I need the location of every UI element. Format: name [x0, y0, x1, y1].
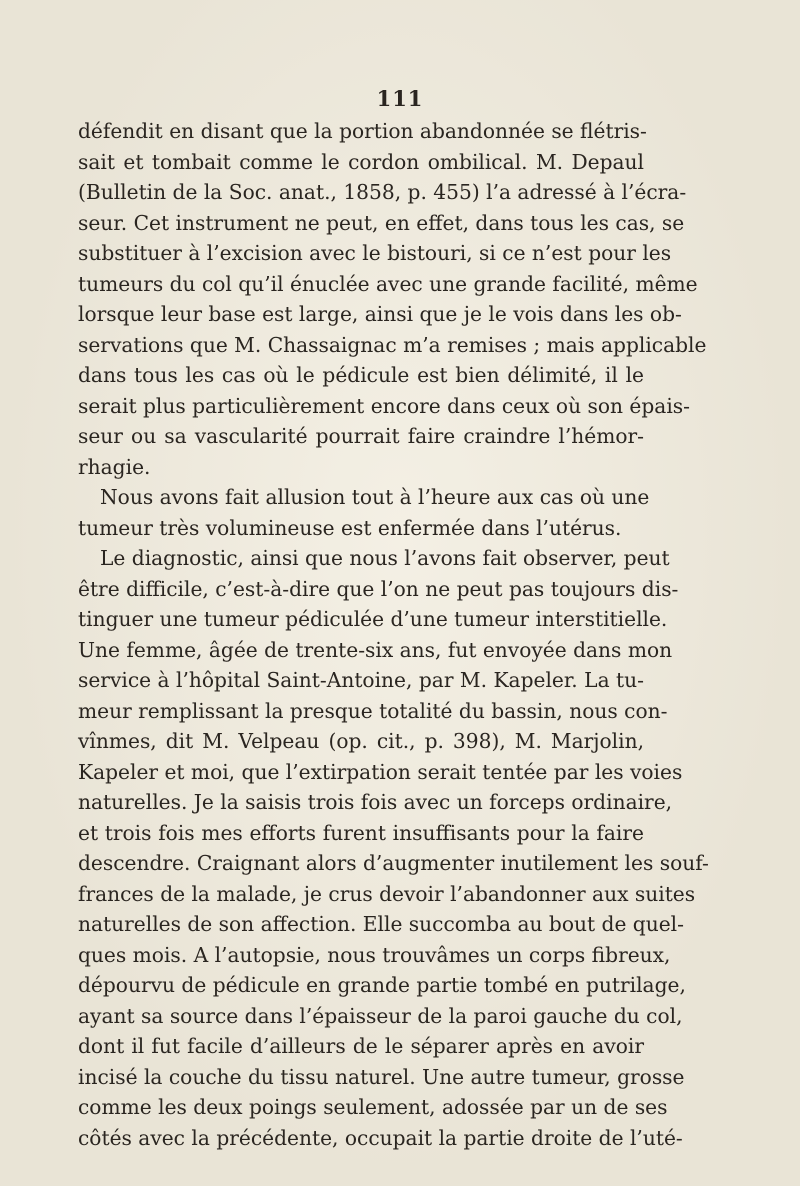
- text-line: tinguer une tumeur pédiculée d’une tumeur interstitielle.: [78, 607, 668, 631]
- text-line: seur. Cet instrument ne peut, en effet, dans tous les cas, se: [78, 210, 685, 235]
- text-line: côtés avec la précédente, occupait la partie droite de l’uté-: [78, 1125, 683, 1150]
- text-line: vînmes, dit M. Velpeau (op. cit., p. 398), M. Marjolin,: [78, 729, 644, 753]
- text-line: (Bulletin de la Soc. anat., 1858, p. 455) l’a adressé à l’écra-: [78, 180, 687, 204]
- text-line: rhagie.: [78, 454, 151, 479]
- text-line: ayant sa source dans l’épaisseur de la paroi gauche du col,: [78, 1003, 683, 1028]
- text-line: être difficile, c’est-à-dire que l’on ne peut pas toujours dis-: [78, 576, 679, 601]
- text-line: seur ou sa vascularité pourrait faire craindre l’hémor-: [78, 424, 644, 448]
- text-line: sait et tombait comme le cordon ombilical. M. Depaul: [78, 149, 644, 174]
- text-line: dépourvu de pédicule en grande partie tombé en putrilage,: [78, 973, 686, 997]
- text-line: et trois fois mes efforts furent insuffisants pour la faire: [78, 820, 644, 845]
- text-line: Le diagnostic, ainsi que nous l’avons fait observer, peut: [100, 546, 670, 570]
- text-line: descendre. Craignant alors d’augmenter inutilement les souf-: [78, 851, 709, 875]
- text-line: Kapeler et moi, que l’extirpation serait tentée par les voies: [78, 759, 683, 784]
- text-line: serait plus particulièrement encore dans ceux où son épais-: [78, 393, 690, 418]
- text-line: lorsque leur base est large, ainsi que je le vois dans les ob-: [78, 302, 682, 326]
- text-line: Nous avons fait allusion tout à l’heure aux cas où une: [100, 485, 650, 509]
- text-line: frances de la malade, je crus devoir l’abandonner aux suites: [78, 881, 696, 906]
- text-line: incisé la couche du tissu naturel. Une autre tumeur, grosse: [78, 1064, 685, 1089]
- text-line: substituer à l’excision avec le bistouri, si ce n’est pour les: [78, 241, 672, 265]
- text-line: tumeurs du col qu’il énuclée avec une grande facilité, même: [78, 271, 698, 296]
- text-line: Une femme, âgée de trente-six ans, fut envoyée dans mon: [78, 637, 673, 662]
- text-line: comme les deux poings seulement, adossée par un de ses: [78, 1095, 668, 1119]
- text-line: naturelles de son affection. Elle succomba au bout de quel-: [78, 912, 684, 936]
- page-number: 111: [376, 86, 424, 111]
- text-line: tumeur très volumineuse est enfermée dans l’utérus.: [78, 515, 622, 540]
- text-line: dans tous les cas où le pédicule est bien délimité, il le: [78, 363, 644, 387]
- text-line: servations que M. Chassaignac m’a remises ; mais applicable: [78, 332, 707, 357]
- text-line: service à l’hôpital Saint-Antoine, par M. Kapeler. La tu-: [78, 668, 644, 692]
- text-line: meur remplissant la presque totalité du bassin, nous con-: [78, 698, 668, 723]
- text-line: ques mois. A l’autopsie, nous trouvâmes un corps fibreux,: [78, 942, 671, 967]
- text-line: dont il fut facile d’ailleurs de le séparer après en avoir: [78, 1034, 644, 1058]
- text-line: défendit en disant que la portion abandonnée se flétris-: [78, 119, 647, 143]
- body-text: [78, 116, 709, 1153]
- text-line: naturelles. Je la saisis trois fois avec un forceps ordinaire,: [78, 790, 673, 814]
